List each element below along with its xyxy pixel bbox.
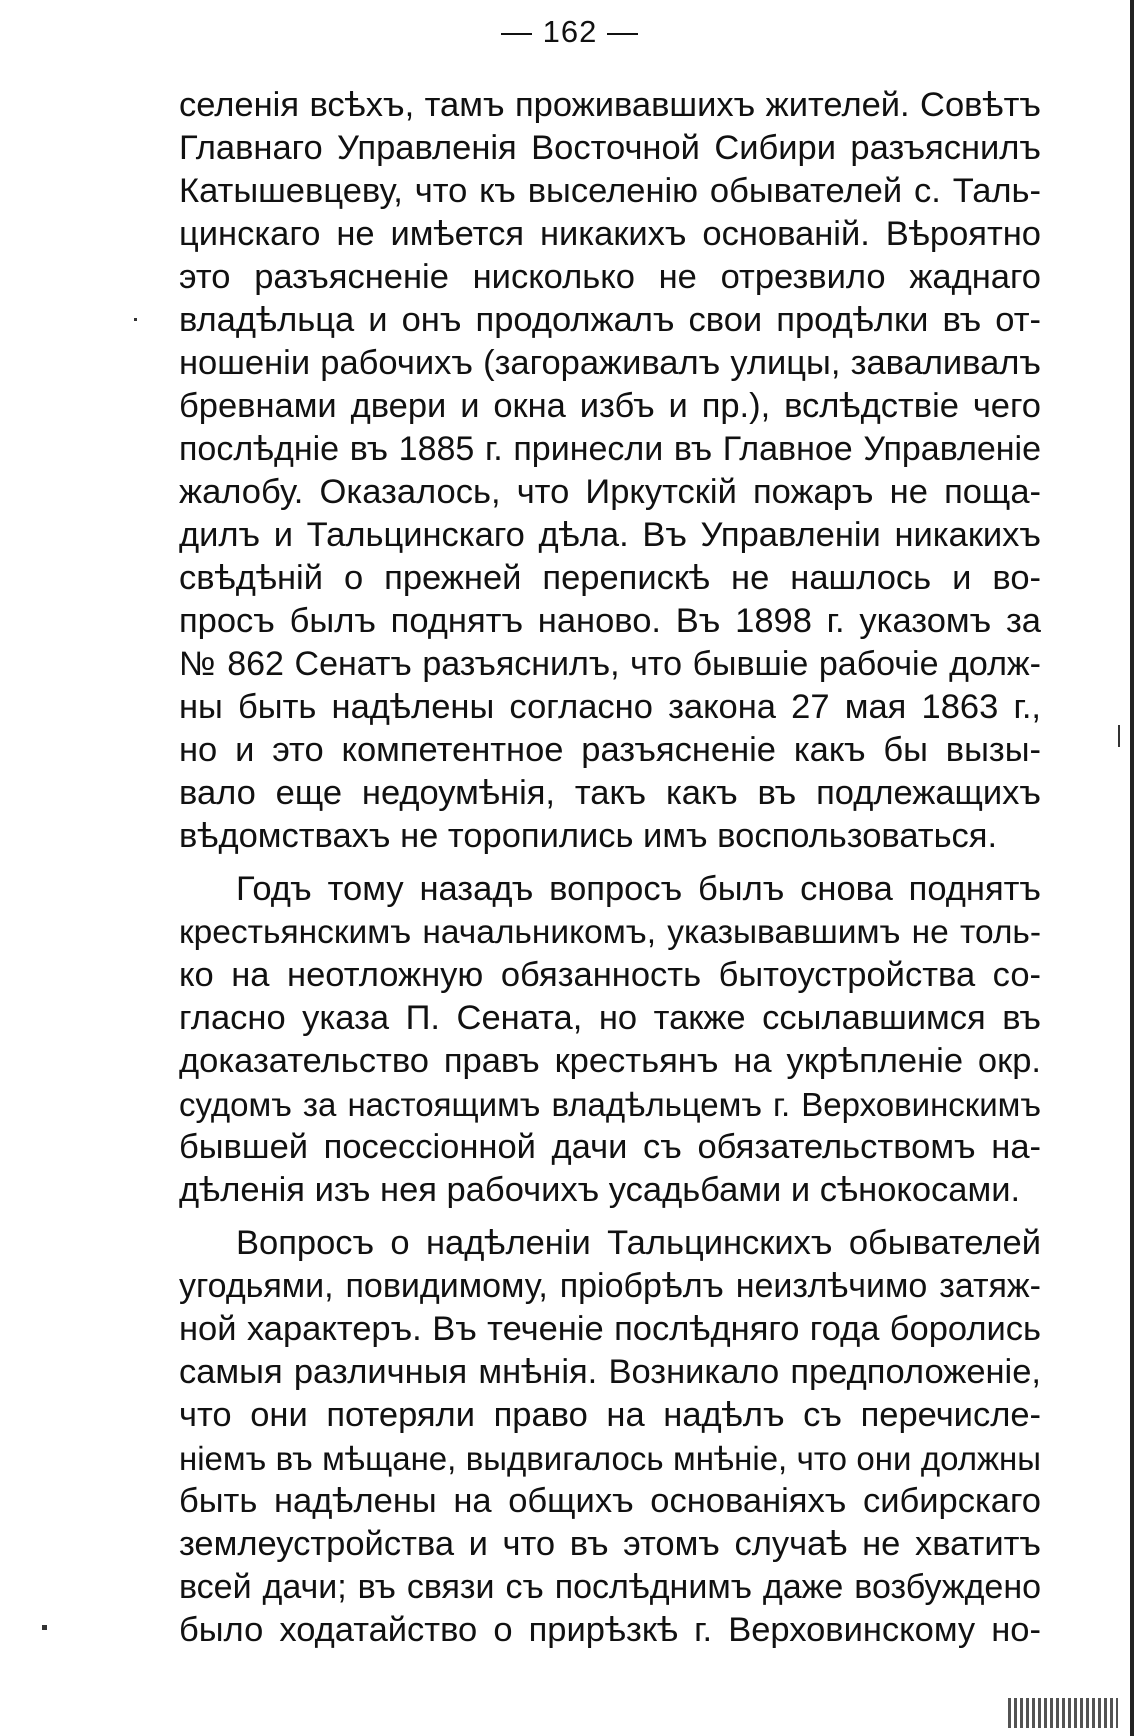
text-line: доказательство правъ крестьянъ на укрѣпленіе окр. — [179, 1042, 1041, 1080]
text-line: было ходатайство о прирѣзкѣ г. Верховинскому но- — [179, 1611, 1041, 1649]
text-line: дилъ и Тальцинскаго дѣла. Въ Управленіи никакихъ — [179, 516, 1041, 554]
text-line: вало еще недоумѣнія, такъ какъ въ подлежащихъ — [179, 774, 1041, 812]
text-line: владѣльца и онъ продолжалъ свои продѣлки въ от- — [179, 301, 1041, 339]
text-line: вѣдомствахъ не торопились имъ воспользоваться. — [179, 817, 998, 855]
text-line: ношеніи рабочихъ (загораживалъ улицы, заваливалъ — [179, 344, 1041, 382]
text-line: Главнаго Управленія Восточной Сибири разъяснилъ — [179, 129, 1041, 167]
text-line: что они потеряли право на надѣлъ съ перечисле- — [179, 1396, 1041, 1434]
text-line: свѣдѣній о прежней перепискѣ не нашлось и во- — [179, 559, 1041, 597]
text-line: селенія всѣхъ, тамъ проживавшихъ жителей. Совѣтъ — [179, 86, 1041, 124]
paragraph — [179, 84, 1041, 858]
text-line: быть надѣлены на общихъ основаніяхъ сибирскаго — [179, 1482, 1041, 1520]
paragraph-gap — [179, 858, 1041, 868]
page-number: — 162 — — [501, 14, 639, 49]
text-line: крестьянскимъ начальникомъ, указывавшимъ не толь- — [179, 914, 1041, 951]
text-line: ко на неотложную обязанность бытоустройства со- — [179, 956, 1041, 994]
text-line: цинскаго не имѣется никакихъ основаній. Вѣроятно — [179, 215, 1041, 253]
text-line: самыя различныя мнѣнія. Возникало предположеніе, — [179, 1353, 1041, 1391]
text-line: Катышевцеву, что къ выселенію обывателей с. Таль- — [179, 172, 1041, 210]
text-line: ны быть надѣлены согласно закона 27 мая 1863 г., — [179, 688, 1041, 726]
text-line: № 862 Сенатъ разъяснилъ, что бывшіе рабочіе долж- — [179, 645, 1041, 683]
text-line: ніемъ въ мѣщане, выдвигалось мнѣніе, что они должны — [179, 1440, 1041, 1477]
paragraph — [179, 1222, 1041, 1652]
text-line: Вопросъ о надѣленіи Тальцинскихъ обывателей — [236, 1224, 1041, 1262]
text-line: дѣленія изъ нея рабочихъ усадьбами и сѣнокосами. — [179, 1171, 1021, 1209]
page-edge-shadow — [1130, 0, 1134, 1736]
text-line: землеустройства и что въ этомъ случаѣ не хватитъ — [179, 1525, 1041, 1563]
text-line: послѣдніе въ 1885 г. принесли въ Главное Управленіе — [179, 430, 1041, 468]
text-line: бывшей посессіонной дачи съ обязательствомъ на- — [179, 1128, 1041, 1166]
text-line: бревнами двери и окна избъ и пр.), вслѣдствіе чего — [179, 387, 1041, 425]
text-line: Годъ тому назадъ вопросъ былъ снова поднятъ — [236, 870, 1041, 908]
text-line: жалобу. Оказалось, что Иркутскій пожаръ не поща- — [179, 473, 1041, 511]
text-line: угодьями, повидимому, пріобрѣлъ неизлѣчимо затяж- — [179, 1267, 1041, 1305]
body-text — [179, 84, 1041, 1652]
ink-speck — [1118, 725, 1120, 747]
paragraph — [179, 868, 1041, 1212]
ink-speck — [134, 318, 137, 321]
paragraph-gap — [179, 1212, 1041, 1222]
text-line: это разъясненіе нисколько не отрезвило жаднаго — [179, 258, 1041, 296]
text-line: но и это компетентное разъясненіе какъ бы вызы- — [179, 731, 1041, 769]
text-line: просъ былъ поднятъ наново. Въ 1898 г. указомъ за — [179, 602, 1041, 640]
text-line: всей дачи; въ связи съ послѣднимъ даже возбуждено — [179, 1568, 1041, 1606]
text-line: гласно указа П. Сената, но также ссылавшимся въ — [179, 999, 1041, 1037]
text-line: ной характеръ. Въ теченіе послѣдняго года боролись — [179, 1310, 1041, 1348]
text-line: судомъ за настоящимъ владѣльцемъ г. Верховинскимъ — [179, 1086, 1041, 1123]
ink-speck — [42, 1625, 47, 1630]
ink-smudge — [1008, 1698, 1118, 1728]
